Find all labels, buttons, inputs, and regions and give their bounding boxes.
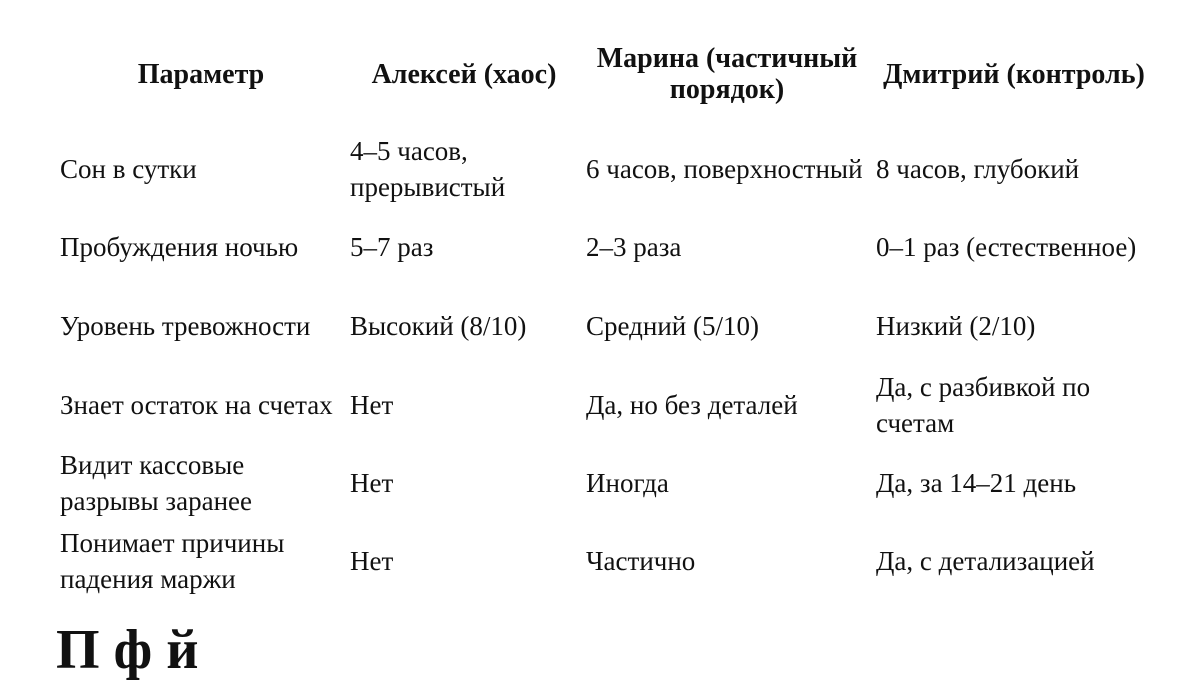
header-dmitry: Дмитрий (контроль): [883, 58, 1145, 90]
cell-parameter: Сон в сутки: [60, 154, 197, 184]
cell-dmitry: Низкий (2/10): [876, 311, 1036, 341]
table-row: [56, 366, 1156, 444]
cell-marina: Да, но без деталей: [586, 390, 798, 420]
cell-parameter: Видит кассовые разрывы заранее: [60, 450, 252, 516]
header-parameter: Параметр: [137, 58, 265, 90]
cell-alexey: Нет: [350, 546, 394, 576]
cell-marina: Средний (5/10): [586, 311, 759, 341]
table-row: [56, 286, 1156, 366]
cell-marina: 2–3 раза: [586, 232, 682, 262]
cell-parameter: Уровень тревожности: [60, 311, 311, 341]
table-row: [56, 208, 1156, 286]
cell-marina: 6 часов, поверхностный: [586, 154, 863, 184]
cell-alexey: 4–5 часов, прерывистый: [350, 136, 506, 202]
comparison-table: [56, 18, 1156, 600]
cell-dmitry: 8 часов, глубокий: [876, 154, 1080, 184]
cell-dmitry: Да, с детализацией: [876, 546, 1095, 576]
table-row: [56, 522, 1156, 600]
cell-marina: Частично: [586, 546, 696, 576]
table-header-row: [56, 18, 1156, 130]
cut-off-heading: П ф й: [56, 619, 199, 681]
cell-marina: Иногда: [586, 468, 669, 498]
table-row: [56, 130, 1156, 208]
cell-dmitry: Да, за 14–21 день: [876, 468, 1077, 498]
cell-dmitry: Да, с разбивкой по счетам: [876, 372, 1091, 438]
cell-alexey: Нет: [350, 390, 394, 420]
cell-alexey: Высокий (8/10): [350, 311, 527, 341]
header-alexey: Алексей (хаос): [371, 58, 557, 90]
cell-parameter: Знает остаток на счетах: [60, 390, 333, 420]
cell-alexey: Нет: [350, 468, 394, 498]
header-marina: Марина (частичный порядок): [596, 43, 858, 105]
cell-dmitry: 0–1 раз (естественное): [876, 232, 1137, 262]
cell-parameter: Пробуждения ночью: [60, 232, 299, 262]
cell-parameter: Понимает причины падения маржи: [60, 528, 285, 594]
cell-alexey: 5–7 раз: [350, 232, 434, 262]
table-row: [56, 444, 1156, 522]
